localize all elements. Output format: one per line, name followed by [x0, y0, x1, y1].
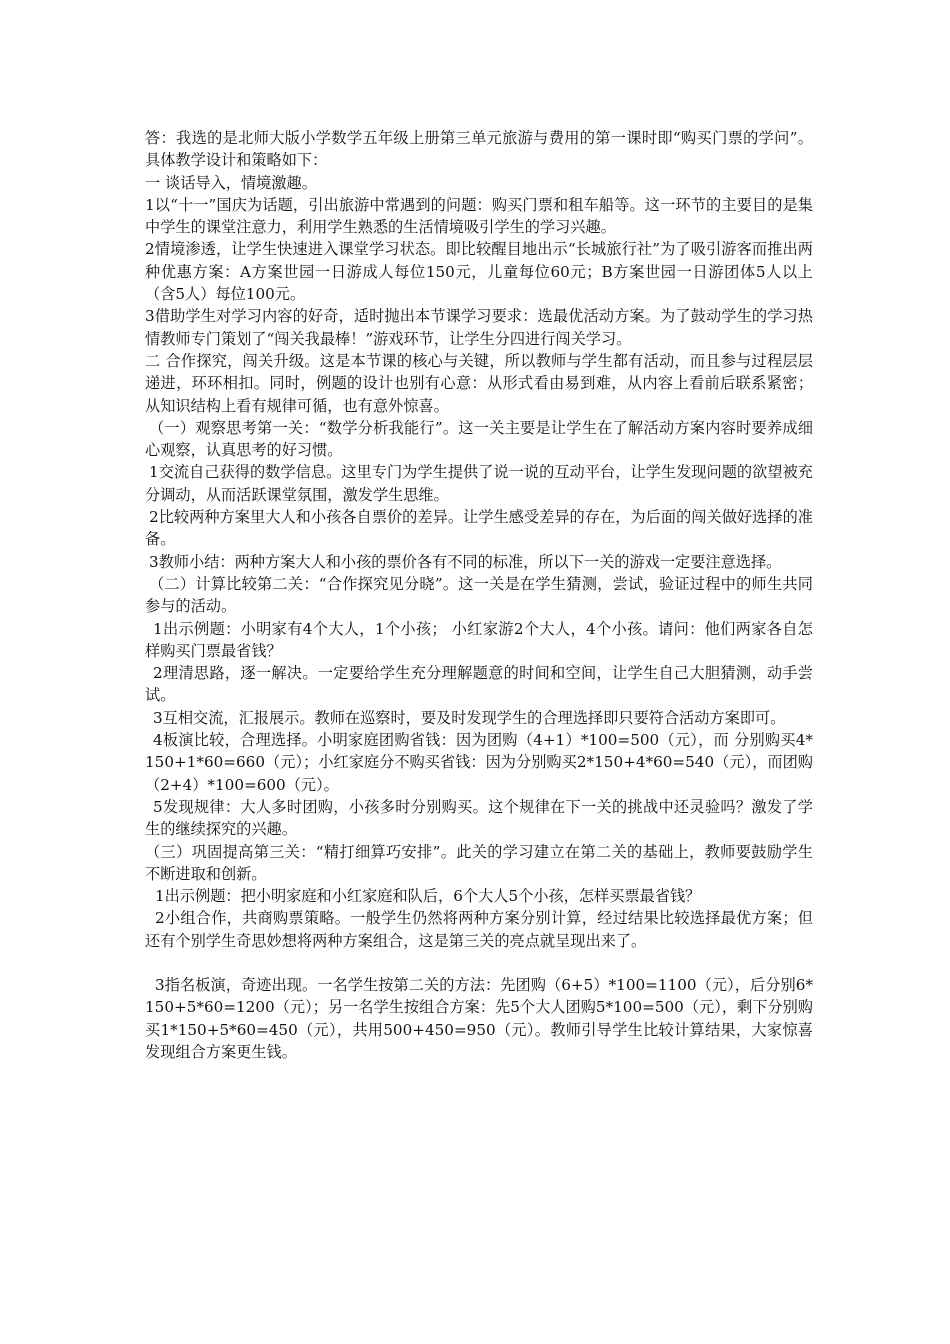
paragraph-l2-5: 5发现规律：大人多时团购，小孩多时分别购买。这个规律在下一关的挑战中还灵验吗？激发了学生的继续探究的兴趣。 [145, 797, 813, 839]
paragraph-l2-2: 2理清思路，逐一解决。一定要给学生充分理解题意的时间和空间，让学生自己大胆猜测，动手尝试。 [145, 664, 813, 705]
paragraph-spacer [145, 952, 813, 974]
paragraph-1-3: 3借助学生对学习内容的好奇，适时抛出本节课学习要求：选最优活动方案。为了鼓动学生的学习热情教师专门策划了“闯关我最棒！”游戏环节，让学生分四进行闯关学习。 [145, 307, 813, 348]
section-2-heading: 二 合作探究，闯关升级。这是本节课的核心与关键，所以教师与学生都有活动，而且参与过程层层递进，环环相扣。同时，例题的设计也别有心意：从形式看由易到难，从内容上看前后联系紧密；从知识结构上看有规律可循，也有意外惊喜。 [145, 351, 813, 415]
intro-paragraph: 答：我选的是北师大版小学数学五年级上册第三单元旅游与费用的第一课时即“购买门票的学问”。具体教学设计和策略如下： [145, 129, 813, 170]
level-1-heading: （一）观察思考第一关：“数学分析我能行”。这一关主要是让学生在了解活动方案内容时要养成细心观察，认真思考的好习惯。 [145, 418, 813, 460]
paragraph-l3-1: 1出示例题：把小明家庭和小红家庭和队后，6个大人5个小孩，怎样买票最省钱？ [155, 887, 701, 906]
paragraph-l3-2: 2小组合作，共商购票策略。一般学生仍然将两种方案分别计算，经过结果比较选择最优方案；但还有个别学生奇思妙想将两种方案组合，这是第三关的亮点就呈现出来了。 [145, 909, 813, 950]
paragraph-l2-1: 1出示例题：小明家有4个大人，1个小孩； 小红家游2个大人，4个小孩。请问：他们两家各自怎样购买门票最省钱？ [145, 619, 813, 660]
level-3-heading: （三）巩固提高第三关：“精打细算巧安排”。此关的学习建立在第二关的基础上，教师要鼓励学生不断进取和创新。 [145, 842, 813, 883]
paragraph-l3-3: 3指名板演，奇迹出现。一名学生按第二关的方法：先团购（6+5）*100=1100（元），后分别6*150+5*60=1200（元）；另一名学生按组合方案：先5个大人团购5*100=500（元），剩下分别购买1*150+5*60=450（元），共用500+450=950（元）。教师引导学生比较计算结果，大家惊喜发现组合方案更生钱。 [145, 975, 813, 1061]
paragraph-1-2: 2情境渗透，让学生快速进入课堂学习状态。即比较醒目地出示“长城旅行社”为了吸引游客而推出两种优惠方案：A方案世园一日游成人每位150元，儿童每位60元；B方案世园一日游团体5人以上（含5人）每位100元。 [145, 240, 813, 304]
paragraph-l1-2: 2比较两种方案里大人和小孩各自票价的差异。让学生感受差异的存在，为后面的闯关做好选择的准备。 [145, 508, 813, 549]
section-1-heading: 一 谈话导入，情境激趣。 [145, 173, 317, 192]
paragraph-l2-3: 3互相交流，汇报展示。教师在巡察时，要及时发现学生的合理选择即只要符合活动方案即可。 [153, 708, 786, 727]
document-body [145, 127, 813, 1063]
paragraph-l1-1: 1交流自己获得的数学信息。这里专门为学生提供了说一说的互动平台，让学生发现问题的欲望被充分调动，从而活跃课堂氛围，激发学生思维。 [145, 463, 813, 504]
level-2-heading: （二）计算比较第二关：“合作探究见分晓”。这一关是在学生猜测，尝试，验证过程中的师生共同参与的活动。 [145, 574, 813, 616]
paragraph-1-1: 1以“十一”国庆为话题，引出旅游中常遇到的问题：购买门票和租车船等。这一环节的主要目的是集中学生的课堂注意力，利用学生熟悉的生活情境吸引学生的学习兴趣。 [145, 195, 813, 237]
paragraph-l2-4: 4板演比较，合理选择。小明家庭团购省钱：因为团购（4+1）*100=500（元），而 分别购买4*150+1*60=660（元）；小红家庭分不购买省钱：因为分别购买2*150+4*60=540（元），而团购（2+4）*100=600（元）。 [145, 731, 813, 794]
paragraph-l1-3: 3教师小结：两种方案大人和小孩的票价各有不同的标准，所以下一关的游戏一定要注意选择。 [149, 552, 782, 571]
